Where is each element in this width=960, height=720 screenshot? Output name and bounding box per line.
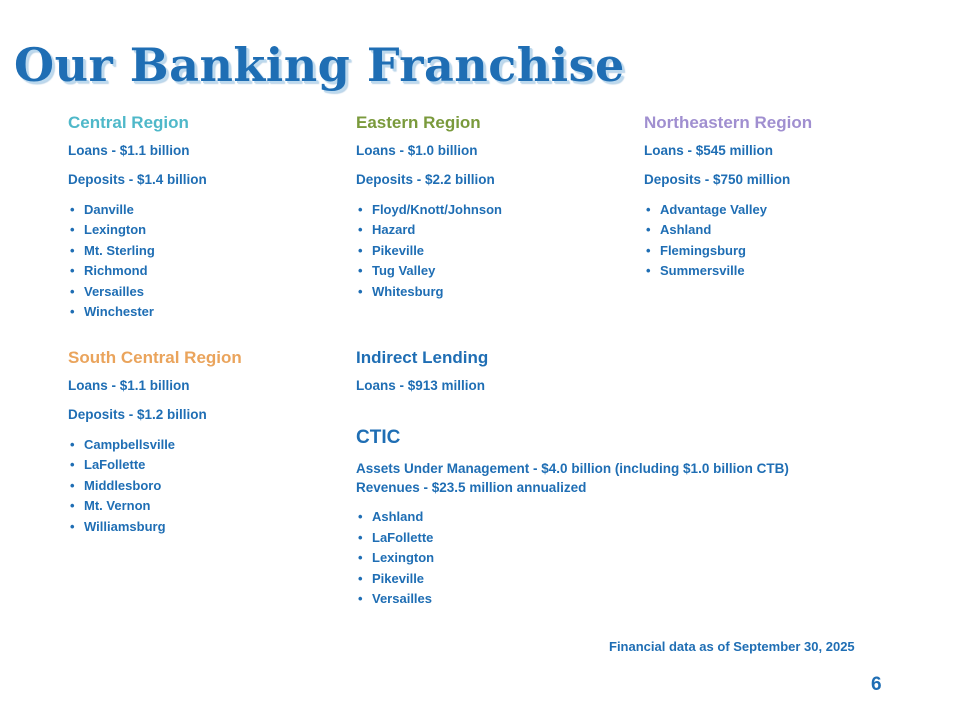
list-item: • Pikeville	[356, 241, 502, 262]
list-item: • Mt. Vernon	[68, 496, 242, 517]
list-item: • Mt. Sterling	[68, 241, 207, 262]
section-eastern-region	[356, 113, 502, 302]
list-item: • Tug Valley	[356, 261, 502, 282]
list-item: • Whitesburg	[356, 282, 502, 303]
financial-data-footnote: Financial data as of September 30, 2025	[609, 639, 855, 654]
list-item: • Pikeville	[356, 569, 789, 590]
south-central-city-list	[68, 435, 242, 538]
section-ctic	[356, 427, 789, 610]
list-item: • Versailles	[68, 282, 207, 303]
list-item: • Advantage Valley	[644, 200, 812, 221]
south-central-loans: Loans - $1.1 billion	[68, 378, 190, 394]
page-title: Our Banking Franchise	[14, 38, 625, 92]
section-heading-central: Central Region	[68, 113, 189, 132]
list-item: • Lexington	[68, 220, 207, 241]
section-northeastern-region	[644, 113, 812, 282]
central-city-list	[68, 200, 207, 323]
central-deposits: Deposits - $1.4 billion	[68, 171, 207, 187]
list-item: • Hazard	[356, 220, 502, 241]
northeastern-deposits: Deposits - $750 million	[644, 171, 791, 187]
list-item: • Campbellsville	[68, 435, 242, 456]
list-item: • LaFollette	[68, 455, 242, 476]
list-item: • Ashland	[644, 220, 812, 241]
section-heading-eastern: Eastern Region	[356, 113, 481, 132]
eastern-deposits: Deposits - $2.2 billion	[356, 171, 495, 187]
list-item: • Williamsburg	[68, 517, 242, 538]
list-item: • Summersville	[644, 261, 812, 282]
list-item: • Lexington	[356, 548, 789, 569]
list-item: • Versailles	[356, 589, 789, 610]
northeastern-city-list	[644, 200, 812, 282]
list-item: • Danville	[68, 200, 207, 221]
list-item: • Ashland	[356, 507, 789, 528]
section-heading-northeastern: Northeastern Region	[644, 113, 813, 132]
section-heading-ctic: CTIC	[356, 426, 401, 448]
northeastern-loans: Loans - $545 million	[644, 143, 774, 159]
list-item: • Winchester	[68, 302, 207, 323]
ctic-revenues: Revenues - $23.5 million annualized	[356, 480, 587, 496]
indirect-loans: Loans - $913 million	[356, 378, 486, 394]
section-indirect-lending	[356, 348, 789, 610]
list-item: • Richmond	[68, 261, 207, 282]
list-item: • LaFollette	[356, 528, 789, 549]
ctic-assets: Assets Under Management - $4.0 billion (including $1.0 billion CTB)	[356, 461, 789, 477]
section-heading-south-central: South Central Region	[68, 348, 242, 367]
section-heading-indirect-lending: Indirect Lending	[356, 348, 489, 367]
list-item: • Floyd/Knott/Johnson	[356, 200, 502, 221]
central-loans: Loans - $1.1 billion	[68, 143, 190, 159]
section-central-region	[68, 113, 207, 323]
list-item: • Flemingsburg	[644, 241, 812, 262]
eastern-city-list	[356, 200, 502, 303]
list-item: • Middlesboro	[68, 476, 242, 497]
eastern-loans: Loans - $1.0 billion	[356, 143, 478, 159]
ctic-city-list	[356, 507, 789, 610]
south-central-deposits: Deposits - $1.2 billion	[68, 406, 207, 422]
section-south-central-region	[68, 348, 242, 537]
page-number: 6	[871, 674, 882, 695]
